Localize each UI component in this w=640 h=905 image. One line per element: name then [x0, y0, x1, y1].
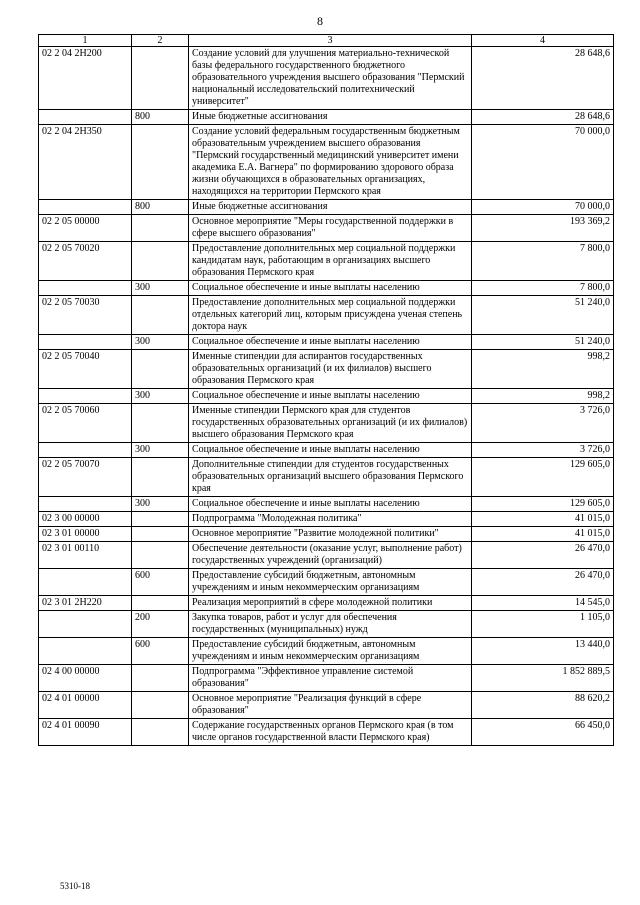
row-expense-type: 600 [132, 569, 189, 596]
row-description: Социальное обеспечение и иные выплаты населению [189, 389, 472, 404]
table-row [39, 350, 614, 389]
row-code: 02 2 05 00000 [39, 215, 132, 242]
table-row [39, 527, 614, 542]
row-amount: 998,2 [472, 389, 614, 404]
row-amount: 3 726,0 [472, 443, 614, 458]
table-row [39, 719, 614, 746]
row-amount: 88 620,2 [472, 692, 614, 719]
row-description: Предоставление субсидий бюджетным, автономным учреждениям и иным некоммерческим организациям [189, 638, 472, 665]
row-code [39, 335, 132, 350]
row-expense-type [132, 350, 189, 389]
row-description: Обеспечение деятельности (оказание услуг, выполнение работ) государственных учреждений (организаций) [189, 542, 472, 569]
table-row [39, 281, 614, 296]
document-code: 5310-18 [60, 881, 90, 891]
table-row [39, 443, 614, 458]
row-expense-type: 300 [132, 443, 189, 458]
row-description: Именные стипендии для аспирантов государственных образовательных организаций (и их филиалов) высшего образования Пермского края [189, 350, 472, 389]
row-amount: 28 648,6 [472, 110, 614, 125]
row-description: Дополнительные стипендии для студентов государственных образовательных организаций высшего образования Пермского края [189, 458, 472, 497]
page-number: 8 [317, 14, 323, 28]
row-description: Социальное обеспечение и иные выплаты населению [189, 281, 472, 296]
table-row [39, 596, 614, 611]
row-description: Подпрограмма "Молодежная политика" [189, 512, 472, 527]
row-expense-type [132, 596, 189, 611]
row-description: Создание условий федеральным государственным бюджетным образовательным учреждением высшего образования "Пермский государственный медицинский университет имени академика Е.А. Вагнера" по формированию здорового образа жизни обучающихся в образовательных организациях, находящихся на территории Пермского края [189, 125, 472, 200]
row-description: Создание условий для улучшения материально-технической базы федерального государственного бюджетного образовательного учреждения высшего образования "Пермский национальный исследовательский политехнический университет" [189, 47, 472, 110]
row-amount: 26 470,0 [472, 542, 614, 569]
row-expense-type [132, 719, 189, 746]
row-code: 02 3 00 00000 [39, 512, 132, 527]
row-description: Предоставление субсидий бюджетным, автономным учреждениям и иным некоммерческим организациям [189, 569, 472, 596]
row-description: Предоставление дополнительных мер социальной поддержки кандидатам наук, работающим в организациях высшего образования Пермского края [189, 242, 472, 281]
row-expense-type [132, 215, 189, 242]
table-row [39, 611, 614, 638]
column-number-1: 1 [39, 35, 132, 47]
column-number-4: 4 [472, 35, 614, 47]
row-amount: 1 105,0 [472, 611, 614, 638]
row-amount: 41 015,0 [472, 512, 614, 527]
table-row [39, 692, 614, 719]
row-code: 02 2 05 70060 [39, 404, 132, 443]
row-expense-type: 300 [132, 497, 189, 512]
row-amount: 28 648,6 [472, 47, 614, 110]
row-code: 02 2 05 70030 [39, 296, 132, 335]
row-code: 02 3 01 2Н220 [39, 596, 132, 611]
row-amount: 1 852 889,5 [472, 665, 614, 692]
budget-table [38, 34, 614, 746]
row-amount: 66 450,0 [472, 719, 614, 746]
table-row [39, 404, 614, 443]
table-row [39, 242, 614, 281]
table-row [39, 47, 614, 110]
row-expense-type: 600 [132, 638, 189, 665]
row-amount: 998,2 [472, 350, 614, 389]
row-description: Закупка товаров, работ и услуг для обеспечения государственных (муниципальных) нужд [189, 611, 472, 638]
row-expense-type [132, 242, 189, 281]
row-expense-type [132, 458, 189, 497]
row-expense-type [132, 125, 189, 200]
table-row [39, 458, 614, 497]
row-code [39, 569, 132, 596]
table-row [39, 389, 614, 404]
table-row [39, 665, 614, 692]
row-code [39, 611, 132, 638]
column-number-3: 3 [189, 35, 472, 47]
row-amount: 129 605,0 [472, 497, 614, 512]
row-code [39, 281, 132, 296]
row-amount: 14 545,0 [472, 596, 614, 611]
table-row [39, 542, 614, 569]
row-amount: 13 440,0 [472, 638, 614, 665]
table-row [39, 638, 614, 665]
row-expense-type [132, 296, 189, 335]
row-code: 02 2 05 70070 [39, 458, 132, 497]
row-expense-type [132, 527, 189, 542]
table-row [39, 215, 614, 242]
row-description: Иные бюджетные ассигнования [189, 200, 472, 215]
row-code [39, 443, 132, 458]
row-description: Социальное обеспечение и иные выплаты населению [189, 497, 472, 512]
row-amount: 51 240,0 [472, 335, 614, 350]
column-number-row [39, 35, 614, 47]
row-code [39, 389, 132, 404]
row-expense-type [132, 542, 189, 569]
row-code: 02 4 01 00090 [39, 719, 132, 746]
row-expense-type [132, 512, 189, 527]
row-description: Предоставление дополнительных мер социальной поддержки отдельных категорий лиц, которым присуждена ученая степень доктора наук [189, 296, 472, 335]
row-code [39, 638, 132, 665]
row-expense-type [132, 665, 189, 692]
row-code [39, 200, 132, 215]
table-row [39, 512, 614, 527]
table-row [39, 125, 614, 200]
row-description: Содержание государственных органов Пермского края (в том числе органов государственной власти Пермского края) [189, 719, 472, 746]
row-description: Реализация мероприятий в сфере молодежной политики [189, 596, 472, 611]
row-expense-type: 300 [132, 335, 189, 350]
table-row [39, 200, 614, 215]
row-description: Подпрограмма "Эффективное управление системой образования" [189, 665, 472, 692]
row-description: Именные стипендии Пермского края для студентов государственных образовательных организаций (и их филиалов) высшего образования Пермского края [189, 404, 472, 443]
table-row [39, 497, 614, 512]
row-amount: 26 470,0 [472, 569, 614, 596]
row-description: Основное мероприятие "Реализация функций в сфере образования" [189, 692, 472, 719]
row-expense-type [132, 404, 189, 443]
row-expense-type: 300 [132, 281, 189, 296]
row-description: Социальное обеспечение и иные выплаты населению [189, 443, 472, 458]
table-row [39, 296, 614, 335]
column-number-2: 2 [132, 35, 189, 47]
row-code: 02 2 05 70040 [39, 350, 132, 389]
row-code: 02 4 00 00000 [39, 665, 132, 692]
budget-table-body [39, 35, 614, 746]
row-amount: 3 726,0 [472, 404, 614, 443]
row-amount: 7 800,0 [472, 281, 614, 296]
row-code: 02 3 01 00000 [39, 527, 132, 542]
row-code: 02 2 04 2Н200 [39, 47, 132, 110]
row-expense-type [132, 692, 189, 719]
row-amount: 41 015,0 [472, 527, 614, 542]
row-expense-type: 800 [132, 200, 189, 215]
row-code [39, 110, 132, 125]
row-amount: 51 240,0 [472, 296, 614, 335]
table-row [39, 335, 614, 350]
row-description: Социальное обеспечение и иные выплаты населению [189, 335, 472, 350]
row-code: 02 3 01 00110 [39, 542, 132, 569]
row-amount: 7 800,0 [472, 242, 614, 281]
row-code [39, 497, 132, 512]
row-code: 02 2 04 2Н350 [39, 125, 132, 200]
row-description: Основное мероприятие "Меры государственной поддержки в сфере высшего образования" [189, 215, 472, 242]
row-amount: 70 000,0 [472, 200, 614, 215]
row-amount: 193 369,2 [472, 215, 614, 242]
row-amount: 129 605,0 [472, 458, 614, 497]
row-expense-type: 200 [132, 611, 189, 638]
row-description: Основное мероприятие "Развитие молодежной политики" [189, 527, 472, 542]
row-code: 02 2 05 70020 [39, 242, 132, 281]
table-row [39, 110, 614, 125]
row-description: Иные бюджетные ассигнования [189, 110, 472, 125]
table-row [39, 569, 614, 596]
row-code: 02 4 01 00000 [39, 692, 132, 719]
row-amount: 70 000,0 [472, 125, 614, 200]
row-expense-type: 300 [132, 389, 189, 404]
row-expense-type: 800 [132, 110, 189, 125]
row-expense-type [132, 47, 189, 110]
